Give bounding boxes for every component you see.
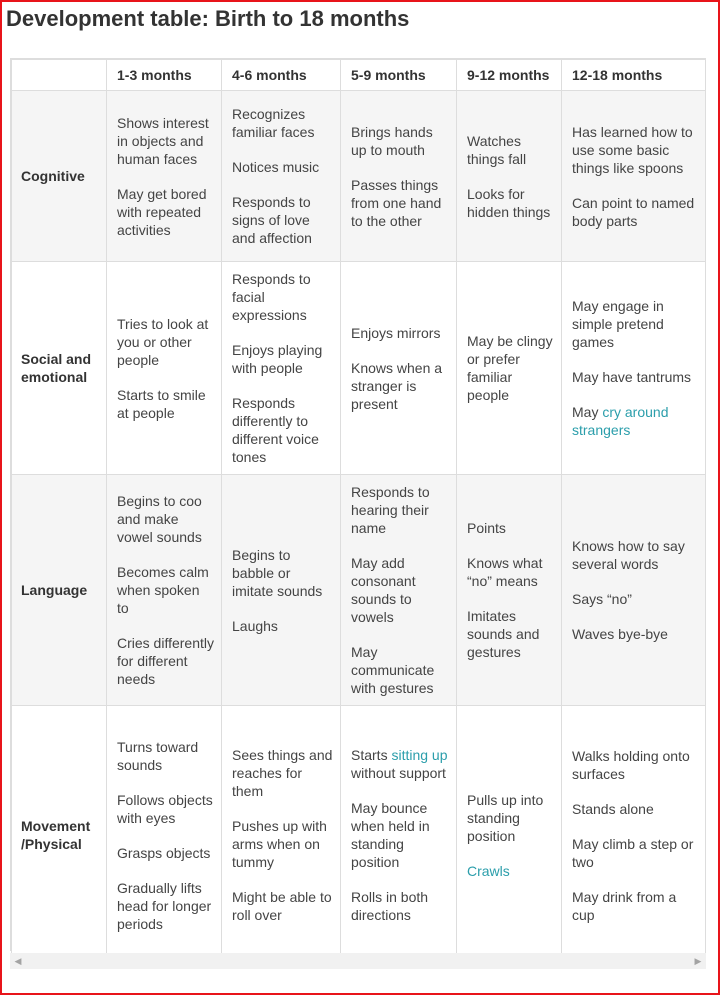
milestone-segment: Recognizes familiar faces: [232, 106, 315, 140]
table-cell: [562, 475, 706, 706]
milestone-segment: Notices music: [232, 159, 320, 175]
milestone-text: [572, 123, 699, 177]
milestone-segment: Responds to facial expressions: [232, 271, 311, 323]
milestone-segment: Cries differently for different needs: [117, 635, 215, 687]
milestone-segment: Knows how to say several words: [572, 538, 685, 572]
milestone-segment: Has learned how to use some basic things like spoons: [572, 123, 693, 176]
milestone-segment: Pushes up with arms when on tummy: [232, 818, 327, 870]
milestone-segment: Begins to babble or imitate sounds: [232, 546, 323, 599]
milestone-segment: Knows what “no” means: [467, 555, 543, 589]
milestone-text: [467, 862, 555, 880]
milestone-text: [117, 185, 215, 239]
milestone-text: [572, 590, 699, 608]
table-cell: [107, 262, 222, 475]
milestone-text: [117, 386, 215, 422]
table-cell: [222, 262, 341, 475]
milestone-text: [351, 359, 450, 413]
table-cell: [562, 262, 706, 475]
milestone-text: [117, 492, 215, 546]
milestone-segment: May engage in simple pretend games: [572, 298, 664, 350]
milestone-segment: Stands alone: [572, 800, 654, 817]
development-table: [11, 59, 706, 965]
milestone-text: [351, 888, 450, 924]
header-cell: 5-9 months: [341, 60, 457, 91]
horizontal-scrollbar[interactable]: [10, 953, 706, 969]
milestone-segment: May drink from a cup: [572, 888, 677, 923]
row-label: Social and emotional: [12, 262, 107, 475]
milestone-text: [232, 888, 334, 924]
milestone-link[interactable]: Crawls: [467, 862, 510, 879]
milestone-text: [572, 888, 699, 924]
milestone-text: [232, 341, 334, 377]
milestone-text: [232, 394, 334, 466]
milestone-segment: Shows interest in objects and human faces: [117, 114, 209, 167]
milestone-text: [572, 297, 699, 351]
row-label: Movement /Physical: [12, 706, 107, 965]
milestone-link[interactable]: sitting up: [391, 747, 448, 763]
row-label: Language: [12, 475, 107, 706]
milestone-segment: Passes things from one hand to the other: [351, 176, 442, 229]
milestone-text: [572, 194, 699, 230]
milestone-segment: May: [572, 404, 603, 420]
header-cell: 12-18 months: [562, 60, 706, 91]
milestone-segment: Sees things and reaches for them: [232, 747, 333, 799]
milestone-text: [572, 835, 699, 871]
milestone-segment: Enjoys mirrors: [351, 324, 441, 341]
table-header-row: [12, 60, 706, 91]
table-cell: [222, 475, 341, 706]
milestone-segment: Points: [467, 520, 506, 536]
milestone-segment: Rolls in both directions: [351, 889, 429, 923]
milestone-text: [117, 563, 215, 617]
table-cell: [222, 91, 341, 262]
milestone-segment: Says “no”: [572, 591, 632, 607]
milestone-text: [351, 483, 450, 537]
milestone-segment: Starts: [351, 747, 392, 763]
scroll-right-arrow-icon[interactable]: ▶: [694, 956, 702, 966]
table-row: [12, 475, 706, 706]
milestone-segment: Looks for hidden things: [467, 185, 551, 220]
milestone-segment: Walks holding onto surfaces: [572, 747, 690, 782]
milestone-segment: May be clingy or prefer familiar people: [467, 333, 553, 403]
milestone-text: [117, 315, 215, 369]
table-cell: [562, 706, 706, 965]
milestone-text: [467, 332, 555, 404]
milestone-text: [232, 617, 334, 635]
table-cell: [222, 706, 341, 965]
header-cell: 4-6 months: [222, 60, 341, 91]
milestone-text: [351, 324, 450, 342]
milestone-text: [351, 799, 450, 871]
milestone-segment: May climb a step or two: [572, 835, 694, 870]
table-cell: [341, 706, 457, 965]
header-cell: 9-12 months: [457, 60, 562, 91]
milestone-segment: Starts to smile at people: [117, 386, 206, 421]
milestone-text: [117, 738, 215, 774]
milestone-segment: May bounce when held in standing position: [351, 800, 430, 870]
development-table-container: [10, 58, 706, 951]
milestone-text: [467, 554, 555, 590]
milestone-text: [467, 791, 555, 845]
milestone-segment: Becomes calm when spoken to: [117, 564, 209, 616]
milestone-segment: May communicate with gestures: [351, 644, 435, 696]
milestone-text: [117, 791, 215, 827]
milestone-segment: Turns toward sounds: [117, 738, 199, 773]
milestone-text: [232, 817, 334, 871]
milestone-segment: Enjoys playing with people: [232, 342, 323, 376]
scrollbar-track[interactable]: [26, 956, 690, 966]
milestone-text: [232, 546, 334, 600]
milestone-segment: Might be able to roll over: [232, 889, 332, 923]
milestone-segment: Tries to look at you or other people: [117, 315, 209, 368]
table-row: [12, 706, 706, 965]
milestone-segment: Brings hands up to mouth: [351, 123, 433, 158]
table-cell: [107, 706, 222, 965]
milestone-segment: Grasps objects: [117, 844, 211, 861]
milestone-text: [467, 607, 555, 661]
table-cell: [457, 475, 562, 706]
milestone-segment: Laughs: [232, 617, 278, 634]
table-cell: [341, 262, 457, 475]
milestone-segment: Responds to hearing their name: [351, 484, 430, 536]
milestone-text: [351, 176, 450, 230]
table-cell: [562, 91, 706, 262]
milestone-text: [117, 634, 215, 688]
table-cell: [341, 91, 457, 262]
milestone-text: [117, 844, 215, 862]
header-cell: 1-3 months: [107, 60, 222, 91]
milestone-segment: May add consonant sounds to vowels: [351, 555, 416, 625]
table-cell: [457, 262, 562, 475]
table-cell: [457, 91, 562, 262]
milestone-text: [117, 879, 215, 933]
milestone-segment: Begins to coo and make vowel sounds: [117, 493, 202, 545]
milestone-segment: Watches things fall: [467, 132, 527, 167]
milestone-text: [572, 537, 699, 573]
scroll-left-arrow-icon[interactable]: ◀: [14, 956, 22, 966]
row-label: Cognitive: [12, 91, 107, 262]
milestone-segment: Can point to named body parts: [572, 194, 695, 229]
milestone-segment: Imitates sounds and gestures: [467, 608, 540, 660]
milestone-text: [572, 368, 699, 386]
milestone-segment: without support: [351, 765, 446, 781]
milestone-text: [572, 747, 699, 783]
milestone-text: [572, 625, 699, 643]
milestone-text: [572, 800, 699, 818]
header-cell: [12, 60, 107, 91]
table-cell: [457, 706, 562, 965]
table-cell: [341, 475, 457, 706]
milestone-text: [467, 185, 555, 221]
milestone-text: [232, 746, 334, 800]
milestone-text: [467, 519, 555, 537]
table-cell: [107, 475, 222, 706]
milestone-segment: Responds differently to different voice tones: [232, 395, 319, 465]
milestone-text: [232, 193, 334, 247]
table-cell: [107, 91, 222, 262]
milestone-text: [351, 643, 450, 697]
milestone-text: [232, 270, 334, 324]
milestone-text: [351, 746, 450, 782]
milestone-link[interactable]: cry around strangers: [572, 404, 669, 438]
milestone-text: [232, 158, 334, 176]
milestone-text: [467, 132, 555, 168]
milestone-segment: May get bored with repeated activities: [117, 185, 207, 238]
milestone-text: [351, 554, 450, 626]
milestone-text: [232, 105, 334, 141]
milestone-segment: May have tantrums: [572, 369, 692, 385]
page-title: Development table: Birth to 18 months: [6, 6, 410, 31]
milestone-text: [572, 403, 699, 439]
milestone-segment: Follows objects with eyes: [117, 791, 213, 826]
milestone-segment: Knows when a stranger is present: [351, 359, 443, 412]
milestone-text: [117, 114, 215, 168]
milestone-segment: Gradually lifts head for longer periods: [117, 879, 212, 932]
milestone-segment: Responds to signs of love and affection: [232, 194, 312, 246]
milestone-segment: Pulls up into standing position: [467, 791, 544, 844]
milestone-text: [351, 123, 450, 159]
table-row: [12, 262, 706, 475]
table-row: [12, 91, 706, 262]
milestone-segment: Waves bye-bye: [572, 626, 668, 642]
